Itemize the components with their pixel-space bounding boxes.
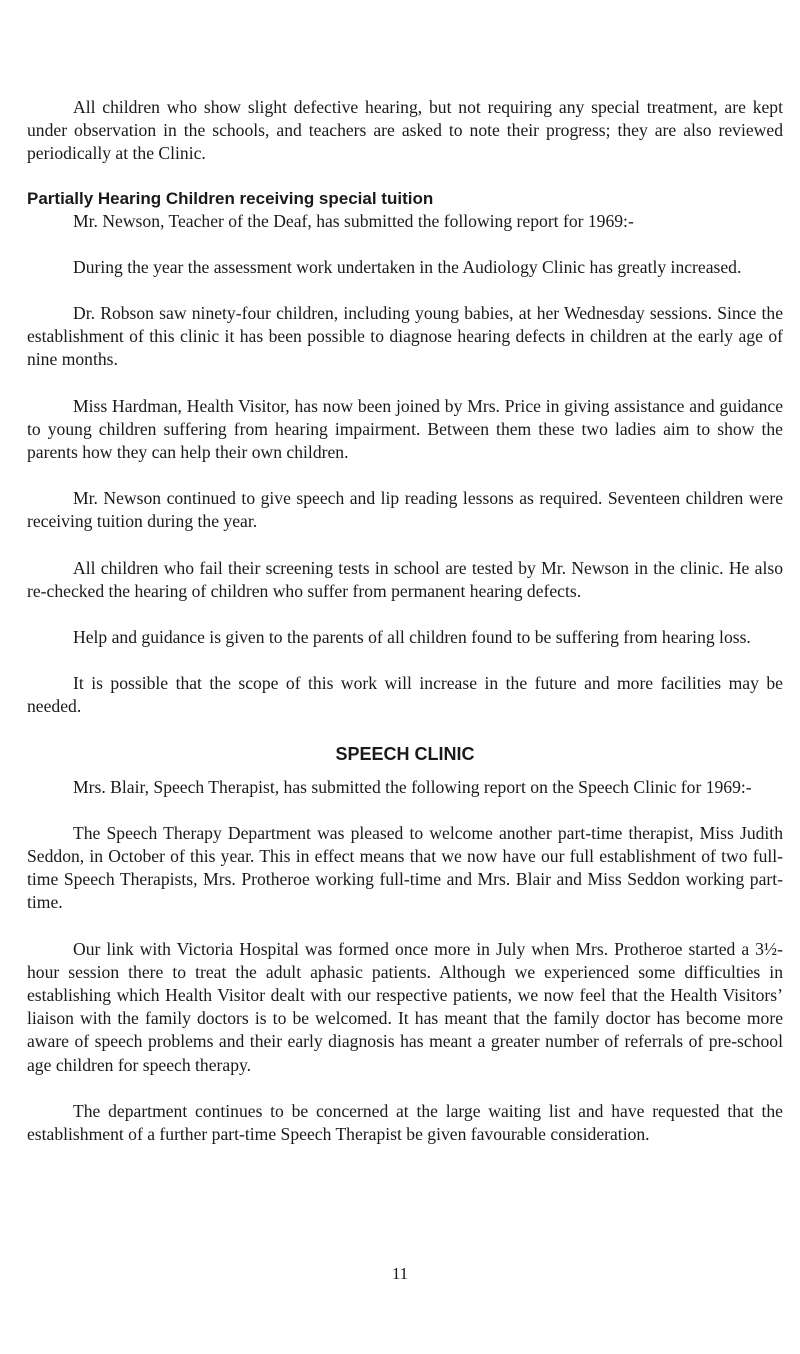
paragraph-miss-hardman: Miss Hardman, Health Visitor, has now been joined by Mrs. Price in giving assistance and guidance to young children suffering from hearing impairment. Between them these two ladies aim to show the parents how they can help their own children. <box>27 395 783 463</box>
paragraph-help-guidance: Help and guidance is given to the parents of all children found to be suffering from hearing loss. <box>73 627 751 648</box>
paragraph-speech-therapy-department: The Speech Therapy Department was pleased to welcome another part-time therapist, Miss Judith Seddon, in October of this year. This in effect means that we now have our full establishment of two full-time Speech Therapists, Mrs. Protheroe working full-time and Mrs. Blair and Miss Seddon working part-time. <box>27 822 783 913</box>
paragraph-lip-reading: Mr. Newson continued to give speech and lip reading lessons as required. Seventeen children were receiving tuition during the year. <box>27 488 783 532</box>
page-number: 11 <box>391 1264 409 1283</box>
paragraph-waiting-list: The department continues to be concerned at the large waiting list and have requested that the establishment of a further part-time Speech Therapist be given favourable consideration. <box>27 1100 783 1145</box>
paragraph-assessment-work: During the year the assessment work undertaken in the Audiology Clinic has greatly increased. <box>73 256 742 277</box>
paragraph-observation: All children who show slight defective hearing, but not requiring any special treatment, are kept under observation in the schools, and teachers are asked to note their progress; they are also reviewed periodically at the Clinic. <box>27 97 783 164</box>
document-page <box>27 96 783 1146</box>
paragraph-newson-report-intro: Mr. Newson, Teacher of the Deaf, has submitted the following report for 1969:- <box>73 210 634 231</box>
section-heading-speech-clinic: SPEECH CLINIC <box>335 743 475 764</box>
paragraph-dr-robson: Dr. Robson saw ninety-four children, including young babies, at her Wednesday sessions. Since the establishment of this clinic it has been possible to diagnose hearing defects in children at the early age of nine months. <box>27 303 783 370</box>
paragraph-screening-tests: All children who fail their screening tests in school are tested by Mr. Newson in the clinic. He also re-checked the hearing of children who suffer from permanent hearing defects. <box>27 557 783 601</box>
section-heading-partially-hearing: Partially Hearing Children receiving special tuition <box>27 188 434 208</box>
paragraph-scope-increase: It is possible that the scope of this work will increase in the future and more facilities may be needed. <box>27 673 783 717</box>
paragraph-blair-report-intro: Mrs. Blair, Speech Therapist, has submitted the following report on the Speech Clinic for 1969:- <box>73 776 752 797</box>
paragraph-victoria-hospital: Our link with Victoria Hospital was formed once more in July when Mrs. Protheroe started a 3½-hour session there to treat the adult aphasic patients. Although we experienced some difficulties in establishing which Health Visitor dealt with our respective patients, we now feel that the Health Visitors’ liaison with the family doctors is to be welcomed. It has meant that the family doctor has become more aware of speech problems and their early diagnosis has meant a greater number of referrals of pre-school age children for speech therapy. <box>27 938 783 1075</box>
